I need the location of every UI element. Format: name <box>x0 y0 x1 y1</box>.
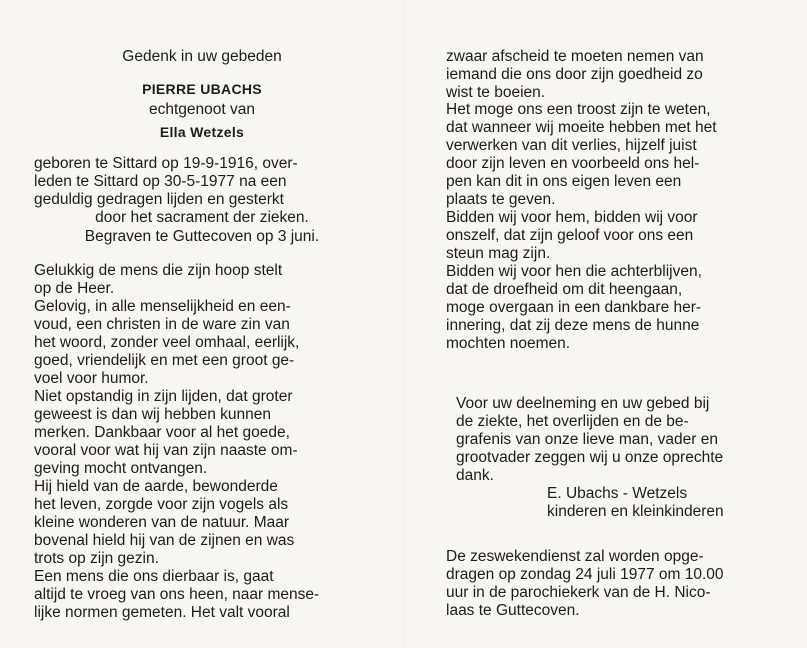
deceased-name: PIERRE UBACHS <box>142 81 262 97</box>
text-line: verwerken van dit verlies, hijzelf juist <box>446 137 697 154</box>
text-line: geboren te Sittard op 19-9-1916, over- <box>34 155 298 172</box>
text-line: steun mag zijn. <box>446 245 551 262</box>
text-line: door het sacrament der zieken. <box>95 209 309 226</box>
text-line: door zijn leven en voorbeeld ons hel- <box>446 155 700 172</box>
fold-line <box>403 0 404 648</box>
text-line: moge overgaan in een dankbare her- <box>446 299 702 316</box>
text-line: iemand die ons door zijn goedheid zo <box>446 66 703 83</box>
header-gedenk: Gedenk in uw gebeden <box>122 48 282 65</box>
text-line: dank. <box>456 467 494 484</box>
text-line: Hij hield van de aarde, bewonderde <box>34 478 278 495</box>
text-line: geving mocht ontvangen. <box>34 460 208 477</box>
text-line: onszelf, dat zijn geloof voor ons een <box>446 227 694 244</box>
text-line: voud, een christen in de ware zin van <box>34 316 290 333</box>
text-line: uur in de parochiekerk van de H. Nico- <box>446 584 711 601</box>
text-line: innering, dat zij deze mens de hunne <box>446 317 700 334</box>
text-line: geduldig gedragen lijden en gesterkt <box>34 191 284 208</box>
text-line: merken. Dankbaar voor al het goede, <box>34 424 290 441</box>
text-line: Niet opstandig in zijn lijden, dat groter <box>34 388 293 405</box>
text-line: goed, vriendelijk en met een groot ge- <box>34 352 295 369</box>
text-line: op de Heer. <box>34 280 115 297</box>
text-line: kleine wonderen van de natuur. Maar <box>34 514 290 531</box>
text-line: dat wanneer wij moeite hebben met het <box>446 119 717 136</box>
text-line: grafenis van onze lieve man, vader en <box>456 431 718 448</box>
text-line: pen kan dit in ons eigen leven een <box>446 173 682 190</box>
text-line: Bidden wij voor hem, bidden wij voor <box>446 209 698 226</box>
text-line: geweest is dan wij hebben kunnen <box>34 406 271 423</box>
text-line: het woord, zonder veel omhaal, eerlijk, <box>34 334 300 351</box>
text-line: laas te Guttecoven. <box>446 602 580 619</box>
text-line: De zeswekendienst zal worden opge- <box>446 548 704 565</box>
header-echtgenoot: echtgenoot van <box>148 101 255 118</box>
text-line: bovenal hield hij van de zijnen en was <box>34 532 295 549</box>
text-line: Een mens die ons dierbaar is, gaat <box>34 568 274 585</box>
signatory-name: E. Ubachs - Wetzels <box>547 485 688 502</box>
text-line: plaats te geven. <box>446 191 556 208</box>
text-line: mochten noemen. <box>446 335 571 352</box>
text-line: Bidden wij voor hen die achterblijven, <box>446 263 702 280</box>
text-line: Gelovig, in alle menselijkheid en een- <box>34 298 291 315</box>
text-line: het leven, zorgde voor zijn vogels als <box>34 496 289 513</box>
text-line: leden te Sittard op 30-5-1977 na een <box>34 173 287 190</box>
text-line: Het moge ons een troost zijn te weten, <box>446 101 711 118</box>
text-line: dat de droefheid om dit heengaan, <box>446 281 683 298</box>
text-line: Begraven te Guttecoven op 3 juni. <box>84 228 320 245</box>
signatory-family: kinderen en kleinkinderen <box>547 503 724 520</box>
text-line: de ziekte, het overlijden en de be- <box>456 413 689 430</box>
spouse-name: Ella Wetzels <box>159 124 245 140</box>
text-line: lijke normen gemeten. Het valt vooral <box>34 604 290 621</box>
text-line: voel voor humor. <box>34 370 149 387</box>
text-line: Voor uw deelneming en uw gebed bij <box>456 395 710 412</box>
text-line: altijd te vroeg van ons heen, naar mense- <box>34 586 320 603</box>
text-line: vooral voor wat hij van zijn naaste om- <box>34 442 298 459</box>
text-line: zwaar afscheid te moeten nemen van <box>446 48 704 65</box>
text-line: grootvader zeggen wij u onze oprechte <box>456 449 724 466</box>
text-line: wist te boeien. <box>446 84 546 101</box>
text-line: dragen op zondag 24 juli 1977 om 10.00 <box>446 566 724 583</box>
text-line: trots op zijn gezin. <box>34 550 159 567</box>
text-line: Gelukkig de mens die zijn hoop stelt <box>34 262 283 279</box>
